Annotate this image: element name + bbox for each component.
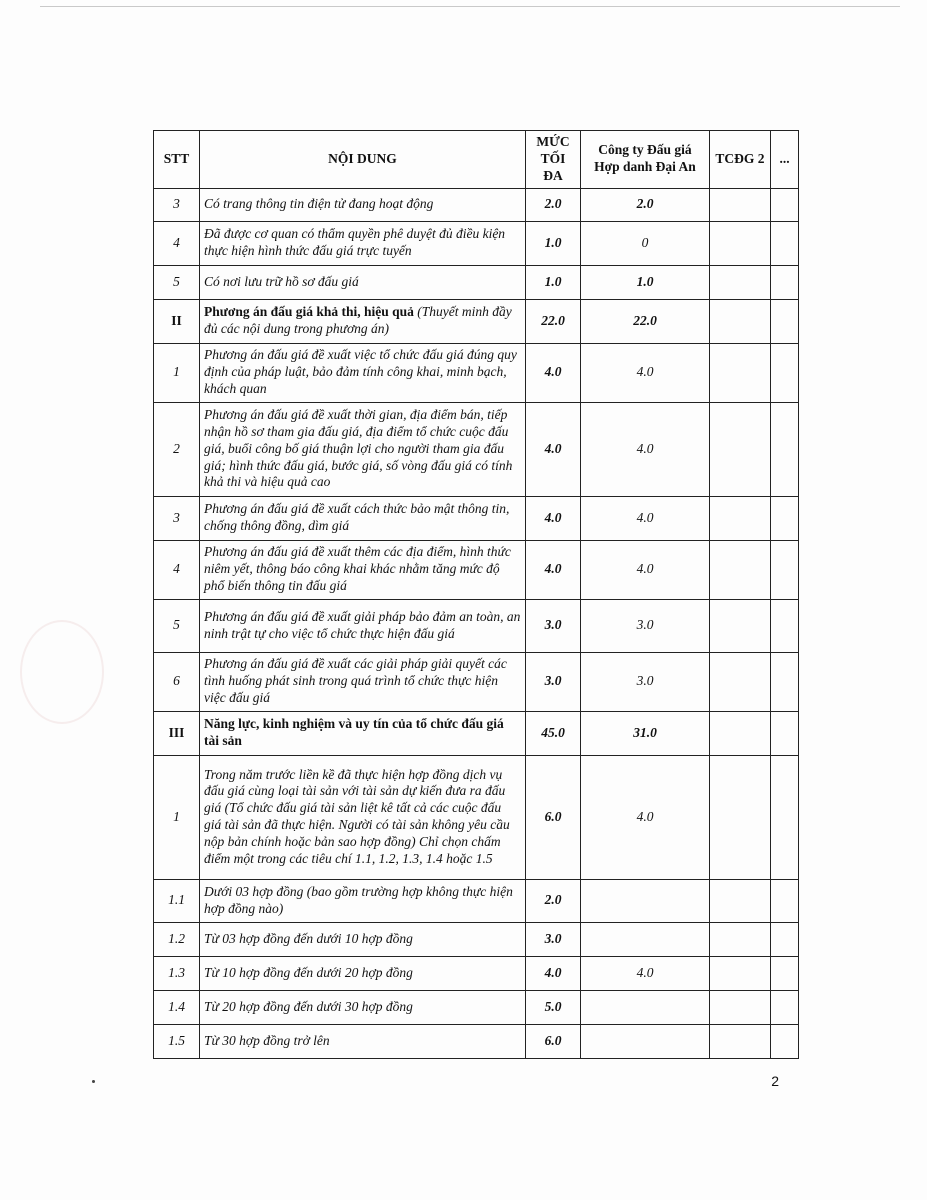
table-row <box>154 402 799 496</box>
row-stt: II <box>154 299 200 343</box>
table-row <box>154 496 799 540</box>
row-more-cell <box>771 956 799 990</box>
row-score: 4.0 <box>581 956 710 990</box>
table-row <box>154 990 799 1024</box>
row-content: Phương án đấu giá đề xuất giải pháp bảo đảm an toàn, an ninh trật tự cho việc tổ chức thực hiện đấu giá <box>200 599 526 652</box>
row-tcdg2-cell <box>710 402 771 496</box>
row-score <box>581 922 710 956</box>
row-more-cell <box>771 1024 799 1058</box>
row-more-cell <box>771 990 799 1024</box>
row-more-cell <box>771 755 799 879</box>
faint-seal-mark <box>20 620 104 724</box>
row-content: Từ 10 hợp đồng đến dưới 20 hợp đồng <box>200 956 526 990</box>
row-score: 22.0 <box>581 299 710 343</box>
page-number: 2 <box>771 1073 779 1089</box>
row-score <box>581 1024 710 1058</box>
row-tcdg2-cell <box>710 221 771 265</box>
row-more-cell <box>771 540 799 599</box>
row-max: 1.0 <box>526 265 581 299</box>
row-score: 4.0 <box>581 402 710 496</box>
row-score: 0 <box>581 221 710 265</box>
row-more-cell <box>771 879 799 922</box>
row-score <box>581 990 710 1024</box>
row-content: Phương án đấu giá đề xuất các giải pháp giải quyết các tình huống phát sinh trong quá trình tổ chức thực hiện việc đấu giá <box>200 652 526 711</box>
row-score <box>581 879 710 922</box>
row-more-cell <box>771 299 799 343</box>
row-tcdg2-cell <box>710 956 771 990</box>
row-max: 4.0 <box>526 343 581 402</box>
row-tcdg2-cell <box>710 265 771 299</box>
header-tcdg2: TCĐG 2 <box>710 131 771 189</box>
row-max: 3.0 <box>526 599 581 652</box>
row-stt: 1.3 <box>154 956 200 990</box>
row-more-cell <box>771 496 799 540</box>
row-max: 2.0 <box>526 188 581 221</box>
row-tcdg2-cell <box>710 711 771 755</box>
row-stt: 4 <box>154 221 200 265</box>
row-stt: 5 <box>154 599 200 652</box>
row-stt: III <box>154 711 200 755</box>
section-row <box>154 711 799 755</box>
row-content: Từ 20 hợp đồng đến dưới 30 hợp đồng <box>200 990 526 1024</box>
row-content: Phương án đấu giá đề xuất việc tổ chức đấu giá đúng quy định của pháp luật, bảo đảm tính công khai, minh bạch, khách quan <box>200 343 526 402</box>
row-content: Năng lực, kinh nghiệm và uy tín của tổ chức đấu giá tài sản <box>200 711 526 755</box>
row-stt: 1.1 <box>154 879 200 922</box>
row-stt: 2 <box>154 402 200 496</box>
row-score: 4.0 <box>581 496 710 540</box>
row-max: 6.0 <box>526 1024 581 1058</box>
row-score: 4.0 <box>581 755 710 879</box>
row-stt: 6 <box>154 652 200 711</box>
row-stt: 1 <box>154 755 200 879</box>
row-more-cell <box>771 922 799 956</box>
header-more: ... <box>771 131 799 189</box>
row-stt: 5 <box>154 265 200 299</box>
row-score: 1.0 <box>581 265 710 299</box>
row-max: 22.0 <box>526 299 581 343</box>
row-more-cell <box>771 402 799 496</box>
row-max: 6.0 <box>526 755 581 879</box>
table-row <box>154 343 799 402</box>
row-max: 3.0 <box>526 652 581 711</box>
row-content: Phương án đấu giá đề xuất thêm các địa điểm, hình thức niêm yết, thông báo công khai khác nhằm tăng mức độ phổ biến thông tin đấu giá <box>200 540 526 599</box>
row-more-cell <box>771 343 799 402</box>
row-tcdg2-cell <box>710 922 771 956</box>
row-max: 3.0 <box>526 922 581 956</box>
row-stt: 3 <box>154 496 200 540</box>
row-content: Có nơi lưu trữ hồ sơ đấu giá <box>200 265 526 299</box>
row-content: Trong năm trước liền kề đã thực hiện hợp đồng dịch vụ đấu giá cùng loại tài sản với tài sản dự kiến đưa ra đấu giá (Tổ chức đấu giá tài sản liệt kê tất cả các cuộc đấu giá tài sản đã thực hiện. Người có tài sản không yêu cầu nộp bản chính hoặc bản sao hợp đồng) Chỉ chọn chấm điểm một trong các tiêu chí 1.1, 1.2, 1.3, 1.4 hoặc 1.5 <box>200 755 526 879</box>
row-tcdg2-cell <box>710 188 771 221</box>
table-row <box>154 221 799 265</box>
section-row <box>154 299 799 343</box>
row-max: 4.0 <box>526 956 581 990</box>
row-stt: 1.5 <box>154 1024 200 1058</box>
row-max: 4.0 <box>526 540 581 599</box>
row-tcdg2-cell <box>710 599 771 652</box>
table-row <box>154 1024 799 1058</box>
table-row <box>154 879 799 922</box>
row-max: 5.0 <box>526 990 581 1024</box>
table-row <box>154 755 799 879</box>
section-title: Phương án đấu giá khả thi, hiệu quả <box>204 304 414 320</box>
row-content: Từ 30 hợp đồng trở lên <box>200 1024 526 1058</box>
table-row <box>154 599 799 652</box>
row-stt: 1.2 <box>154 922 200 956</box>
row-tcdg2-cell <box>710 343 771 402</box>
table-row <box>154 922 799 956</box>
page-top-edge <box>40 6 900 7</box>
row-more-cell <box>771 188 799 221</box>
row-score: 2.0 <box>581 188 710 221</box>
scan-dot <box>92 1080 95 1083</box>
row-score: 4.0 <box>581 540 710 599</box>
row-stt: 1 <box>154 343 200 402</box>
row-score: 3.0 <box>581 652 710 711</box>
section-note: (Thuyết minh đầy đủ các nội dung trong phương án) <box>204 304 512 337</box>
row-more-cell <box>771 221 799 265</box>
row-max: 2.0 <box>526 879 581 922</box>
row-content: Phương án đấu giá đề xuất thời gian, địa điểm bán, tiếp nhận hồ sơ tham gia đấu giá, địa điểm tổ chức cuộc đấu giá, buổi công bố giá thuận lợi cho người tham gia đấu giá; hình thức đấu giá, bước giá, số vòng đấu giá có tính khả thi và hiệu quả cao <box>200 402 526 496</box>
table-row <box>154 265 799 299</box>
row-content: Dưới 03 hợp đồng (bao gồm trường hợp không thực hiện hợp đồng nào) <box>200 879 526 922</box>
row-content: Từ 03 hợp đồng đến dưới 10 hợp đồng <box>200 922 526 956</box>
row-tcdg2-cell <box>710 1024 771 1058</box>
row-more-cell <box>771 652 799 711</box>
row-content: Đã được cơ quan có thẩm quyền phê duyệt đủ điều kiện thực hiện hình thức đấu giá trực tuyến <box>200 221 526 265</box>
table-row <box>154 188 799 221</box>
row-score: 4.0 <box>581 343 710 402</box>
row-max: 4.0 <box>526 496 581 540</box>
row-more-cell <box>771 711 799 755</box>
row-max: 4.0 <box>526 402 581 496</box>
row-content: Phương án đấu giá đề xuất cách thức bảo mật thông tin, chống thông đồng, dìm giá <box>200 496 526 540</box>
scoring-criteria-table <box>153 130 799 1059</box>
row-tcdg2-cell <box>710 496 771 540</box>
row-stt: 1.4 <box>154 990 200 1024</box>
header-content: NỘI DUNG <box>200 131 526 189</box>
row-tcdg2-cell <box>710 540 771 599</box>
header-company-dai-an: Công ty Đấu giá Hợp danh Đại An <box>581 131 710 189</box>
table-row <box>154 652 799 711</box>
row-stt: 3 <box>154 188 200 221</box>
row-tcdg2-cell <box>710 879 771 922</box>
row-more-cell <box>771 265 799 299</box>
row-tcdg2-cell <box>710 755 771 879</box>
table-header-row <box>154 131 799 189</box>
header-max-score: MỨC TỐI ĐA <box>526 131 581 189</box>
row-max: 1.0 <box>526 221 581 265</box>
row-max: 45.0 <box>526 711 581 755</box>
row-score: 3.0 <box>581 599 710 652</box>
row-content: Có trang thông tin điện tử đang hoạt động <box>200 188 526 221</box>
table-row <box>154 540 799 599</box>
row-more-cell <box>771 599 799 652</box>
row-tcdg2-cell <box>710 299 771 343</box>
row-stt: 4 <box>154 540 200 599</box>
row-score: 31.0 <box>581 711 710 755</box>
header-stt: STT <box>154 131 200 189</box>
table-row <box>154 956 799 990</box>
row-tcdg2-cell <box>710 990 771 1024</box>
row-tcdg2-cell <box>710 652 771 711</box>
row-content <box>200 299 526 343</box>
